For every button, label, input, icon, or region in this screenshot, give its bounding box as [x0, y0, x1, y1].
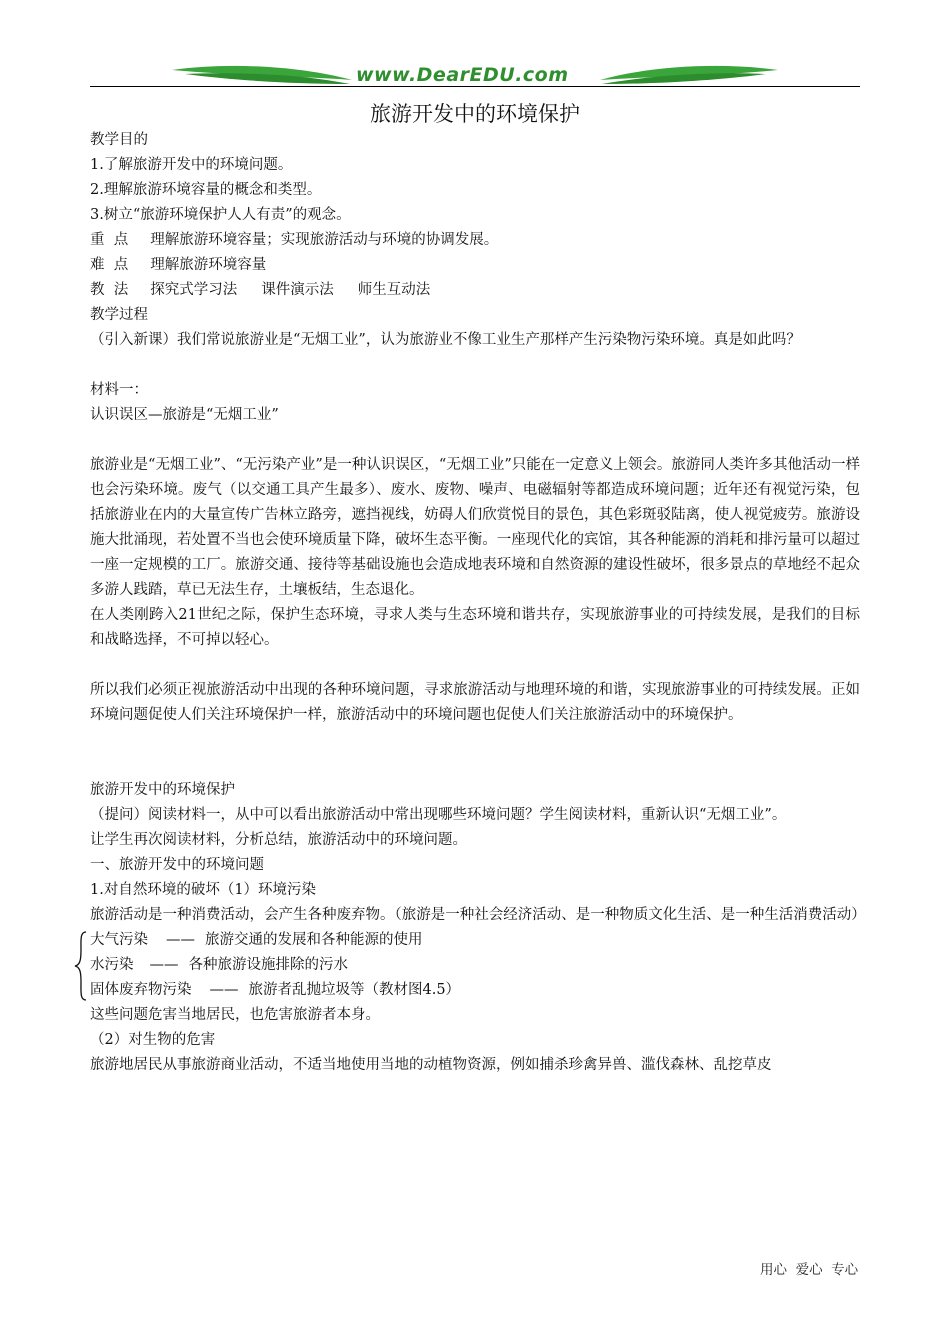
key-points-text: 理解旅游环境容量；实现旅游活动与环境的协调发展。 [150, 232, 499, 248]
process-heading: 教学过程 [90, 307, 148, 323]
pollution-type: 固体废弃物污染 [90, 982, 192, 998]
method-3: 师生互动法 [357, 282, 431, 298]
question-paragraph: （提问）阅读材料一，从中可以看出旅游活动中常出现哪些环境问题？学生阅读材料，重新认识“无烟工业”。 [90, 807, 787, 823]
site-logo: www.DearEDU.com [356, 64, 569, 86]
pollution-cause: 旅游交通的发展和各种能源的使用 [205, 932, 423, 948]
pollution-dash: —— [149, 957, 179, 973]
material-title: 认识误区—旅游是“无烟工业” [90, 407, 279, 423]
material-label: 材料一： [90, 382, 148, 398]
intro-paragraph: （引入新课）我们常说旅游业是“无烟工业”，认为旅游业不像工业生产那样产生污染物污染环境。真是如此吗？ [90, 332, 801, 348]
page-footer: 用心 爱心 专心 [760, 1262, 859, 1278]
key-points-label: 重 点 [90, 232, 129, 248]
objectives-heading: 教学目的 [90, 132, 148, 148]
item-2-heading: （2）对生物的危害 [90, 1032, 216, 1048]
method-2: 课件演示法 [261, 282, 334, 298]
methods-label: 教 法 [90, 282, 129, 298]
document-title: 旅游开发中的环境保护 [370, 102, 580, 126]
objective-1: 1.了解旅游开发中的环境问题。 [90, 157, 293, 173]
key-points [90, 228, 860, 253]
methods [90, 278, 860, 303]
pollution-cause: 旅游者乱抛垃圾等（教材图4.5） [248, 982, 461, 998]
consumption-paragraph: 旅游活动是一种消费活动，会产生各种废弃物。（旅游是一种社会经济活动、是一种物质文化生活、是一种生活消费活动） [90, 907, 866, 923]
objective-2: 2.理解旅游环境容量的概念和类型。 [90, 182, 322, 198]
material-paragraph-1: 旅游业是“无烟工业”、“无污染产业”是一种认识误区，“无烟工业”只能在一定意义上领会。旅游同人类许多其他活动一样也会污染环境。废气（以交通工具产生最多）、废水、废物、噪声、电磁辐射等都造成环境问题；近年还有视觉污染，包括旅游业在内的大量宣传广告林立路旁，遮挡视线，妨碍人们欣赏悦目的景色，其色彩斑驳陆离，使人视觉疲劳。旅游设施大批涌现，若处置不当也会使环境质量下降，破坏生态平衡。一座现代化的宾馆，其各种能源的消耗和排污量可以超过一座一定规模的工厂。旅游交通、接待等基础设施也会造成地表环境和自然资源的建设性破坏，很多景点的草地经不起众多游人践踏，草已无法生存，土壤板结，生态退化。 [90, 457, 860, 598]
pollution-type: 水污染 [90, 957, 134, 973]
pollution-list [90, 928, 860, 1003]
section-title: 旅游开发中的环境保护 [90, 782, 235, 798]
part-1-heading: 一、旅游开发中的环境问题 [90, 857, 264, 873]
material-paragraph-2: 在人类刚跨入21世纪之际，保护生态环境，寻求人类与生态环境和谐共存，实现旅游事业的可持续发展，是我们的目标和战略选择，不可掉以轻心。 [90, 607, 860, 648]
pollution-dash: —— [166, 932, 195, 948]
difficulty-label: 难 点 [90, 257, 129, 273]
method-1: 探究式学习法 [150, 282, 238, 298]
pollution-dash: —— [209, 982, 239, 998]
pollution-cause: 各种旅游设施排除的污水 [188, 957, 348, 973]
header-rule [90, 86, 860, 87]
pollution-item [90, 928, 860, 953]
item-1-heading: 1.对自然环境的破坏（1）环境污染 [90, 882, 317, 898]
objective-3: 3.树立“旅游环境保护人人有责”的观念。 [90, 207, 351, 223]
document-body [90, 128, 866, 1078]
difficulty-text: 理解旅游环境容量 [150, 257, 267, 273]
pollution-type: 大气污染 [90, 932, 148, 948]
pollution-item [90, 978, 860, 1003]
pollution-item [90, 953, 860, 978]
curly-brace-icon [74, 930, 88, 1002]
difficulty [90, 253, 860, 278]
harm-paragraph: 这些问题危害当地居民，也危害旅游者本身。 [90, 1007, 380, 1023]
summary-paragraph: 所以我们必须正视旅游活动中出现的各种环境问题，寻求旅游活动与地理环境的和谐，实现旅游事业的可持续发展。正如环境问题促使人们关注环境保护一样，旅游活动中的环境问题也促使人们关注旅游活动中的环境保护。 [90, 682, 860, 723]
bio-paragraph: 旅游地居民从事旅游商业活动，不适当地使用当地的动植物资源，例如捕杀珍禽异兽、滥伐森林、乱挖草皮 [90, 1057, 772, 1073]
site-header [0, 58, 950, 98]
reread-paragraph: 让学生再次阅读材料，分析总结，旅游活动中的环境问题。 [90, 832, 467, 848]
